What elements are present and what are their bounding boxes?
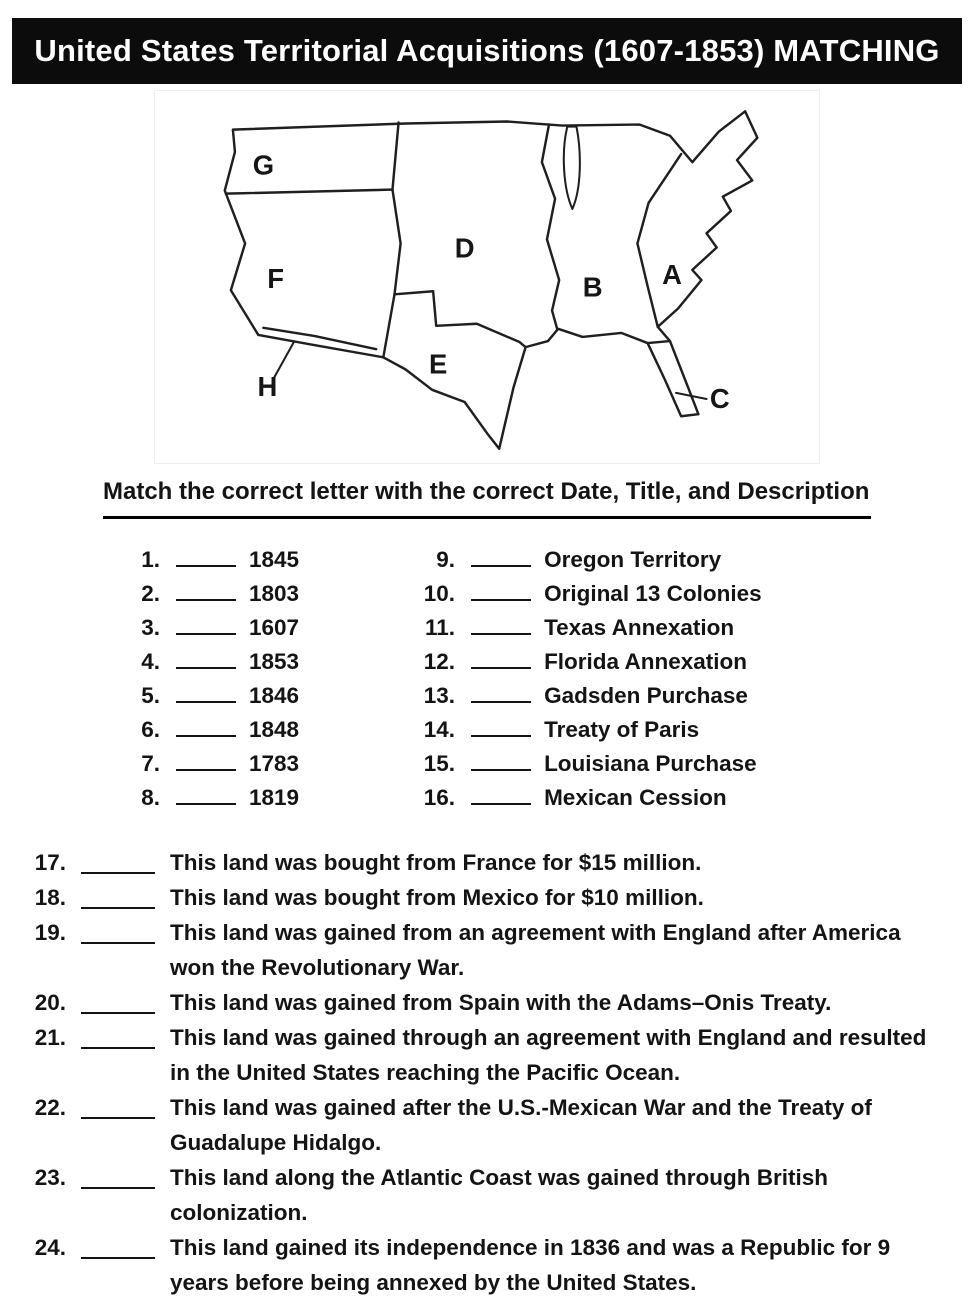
appalachian-boundary xyxy=(637,154,681,327)
description-text: This land was bought from Mexico for $10 million. xyxy=(170,885,704,910)
item-label: 1853 xyxy=(249,649,300,674)
oregon-south-boundary xyxy=(226,190,393,194)
matching-dates-column xyxy=(122,543,299,815)
description-item xyxy=(14,1160,954,1230)
matching-item xyxy=(122,713,299,747)
item-number: 15. xyxy=(423,751,456,776)
item-number: 8. xyxy=(141,785,160,810)
item-number: 4. xyxy=(141,649,160,674)
map-region-label-oregon: G xyxy=(252,149,275,181)
item-label: 1848 xyxy=(249,717,300,742)
answer-blank xyxy=(471,646,531,669)
item-number: 3. xyxy=(141,615,160,640)
answer-blank xyxy=(81,1020,155,1049)
answer-blank xyxy=(471,544,531,567)
matching-item xyxy=(122,679,299,713)
answer-blank xyxy=(81,880,155,909)
matching-item xyxy=(417,577,762,611)
item-number: 17. xyxy=(34,850,66,875)
map-region-label-treaty-of-paris: B xyxy=(582,271,603,303)
item-number: 10. xyxy=(423,581,456,606)
description-text: This land was gained from an agreement with England after America won the Revolutionary War. xyxy=(170,920,901,980)
description-item xyxy=(14,845,954,880)
item-label: 1846 xyxy=(249,683,300,708)
item-number: 23. xyxy=(34,1165,66,1190)
texas-north-boundary xyxy=(395,291,526,347)
description-text: This land was gained after the U.S.-Mexican War and the Treaty of Guadalupe Hidalgo. xyxy=(170,1095,872,1155)
item-number: 18. xyxy=(34,885,66,910)
answer-blank xyxy=(176,646,236,669)
map-region-label-gadsden: H xyxy=(257,370,278,402)
matching-item xyxy=(122,577,299,611)
map-region-label-colonies: A xyxy=(662,259,682,291)
item-number: 7. xyxy=(141,751,160,776)
item-label: Oregon Territory xyxy=(544,547,722,572)
answer-blank xyxy=(176,748,236,771)
item-number: 16. xyxy=(423,785,456,810)
description-text: This land was bought from France for $15 million. xyxy=(170,850,702,875)
matching-item xyxy=(417,543,762,577)
item-number: 1. xyxy=(141,547,160,572)
item-number: 2. xyxy=(141,581,160,606)
item-label: Florida Annexation xyxy=(544,649,747,674)
item-number: 20. xyxy=(34,990,66,1015)
mississippi-river-boundary xyxy=(542,125,559,329)
oregon-east-boundary xyxy=(392,123,398,190)
item-number: 11. xyxy=(425,615,456,640)
matching-item xyxy=(417,781,762,815)
answer-blank xyxy=(471,612,531,635)
description-text: This land gained its independence in 1836 and was a Republic for 9 years before being annexed by the United States. xyxy=(170,1235,891,1295)
item-label: Louisiana Purchase xyxy=(544,751,757,776)
answer-blank xyxy=(471,714,531,737)
matching-item xyxy=(122,747,299,781)
answer-blank xyxy=(176,714,236,737)
answer-blank xyxy=(176,612,236,635)
answer-blank xyxy=(471,680,531,703)
matching-instruction: Match the correct letter with the correct Date, Title, and Description xyxy=(103,478,871,519)
description-text: This land along the Atlantic Coast was gained through British colonization. xyxy=(170,1165,828,1225)
item-number: 9. xyxy=(436,547,456,572)
item-label: 1845 xyxy=(249,547,300,572)
lake-michigan xyxy=(564,127,580,209)
description-item xyxy=(14,985,954,1020)
description-item xyxy=(14,880,954,915)
item-label: 1803 xyxy=(249,581,300,606)
matching-item xyxy=(122,611,299,645)
item-number: 5. xyxy=(141,683,160,708)
item-label: Treaty of Paris xyxy=(544,717,700,742)
map-region-label-texas: E xyxy=(429,348,448,380)
answer-blank xyxy=(176,544,236,567)
description-item xyxy=(14,1020,954,1090)
answer-blank xyxy=(176,782,236,805)
answer-blank xyxy=(81,1230,155,1259)
item-number: 13. xyxy=(423,683,456,708)
answer-blank xyxy=(176,680,236,703)
matching-item xyxy=(122,645,299,679)
description-item xyxy=(14,1230,954,1300)
map-region-label-louisiana: D xyxy=(454,232,475,264)
answer-blank xyxy=(81,845,155,874)
item-number: 19. xyxy=(34,920,66,945)
description-item xyxy=(14,915,954,985)
item-number: 12. xyxy=(423,649,456,674)
map-container xyxy=(154,90,820,464)
item-number: 24. xyxy=(34,1235,66,1260)
us-territories-map xyxy=(159,91,815,463)
item-number: 6. xyxy=(141,717,160,742)
answer-blank xyxy=(81,1090,155,1119)
answer-blank xyxy=(176,578,236,601)
description-text: This land was gained through an agreement with England and resulted in the United States reaching the Pacific Ocean. xyxy=(170,1025,927,1085)
matching-item xyxy=(417,747,762,781)
matching-section xyxy=(122,543,762,815)
item-label: Texas Annexation xyxy=(544,615,735,640)
florida-base-boundary xyxy=(648,341,670,343)
description-item xyxy=(14,1090,954,1160)
map-region-label-florida: C xyxy=(709,383,730,415)
matching-item xyxy=(417,645,762,679)
matching-item xyxy=(417,713,762,747)
matching-item xyxy=(417,679,762,713)
answer-blank xyxy=(81,1160,155,1189)
answer-blank xyxy=(81,985,155,1014)
item-number: 14. xyxy=(423,717,456,742)
item-label: Gadsden Purchase xyxy=(544,683,748,708)
header-bar xyxy=(12,18,962,84)
item-number: 22. xyxy=(34,1095,66,1120)
worksheet-page xyxy=(0,18,974,1298)
answer-blank xyxy=(81,915,155,944)
matching-item xyxy=(122,543,299,577)
map-region-label-mexican-cession: F xyxy=(267,263,284,295)
item-number: 21. xyxy=(34,1025,66,1050)
page-title: United States Territorial Acquisitions (1607-1853) MATCHING xyxy=(34,33,940,68)
item-label: Mexican Cession xyxy=(544,785,727,810)
item-label: 1607 xyxy=(249,615,300,640)
matching-titles-column xyxy=(417,543,762,815)
descriptions-section xyxy=(14,845,954,1300)
answer-blank xyxy=(471,578,531,601)
description-text: This land was gained from Spain with the Adams–Onis Treaty. xyxy=(170,990,832,1015)
mexican-cession-east-boundary xyxy=(383,190,400,358)
item-label: 1819 xyxy=(249,785,300,810)
matching-item xyxy=(122,781,299,815)
answer-blank xyxy=(471,782,531,805)
item-label: 1783 xyxy=(249,751,300,776)
answer-blank xyxy=(471,748,531,771)
item-label: Original 13 Colonies xyxy=(544,581,762,606)
matching-item xyxy=(417,611,762,645)
